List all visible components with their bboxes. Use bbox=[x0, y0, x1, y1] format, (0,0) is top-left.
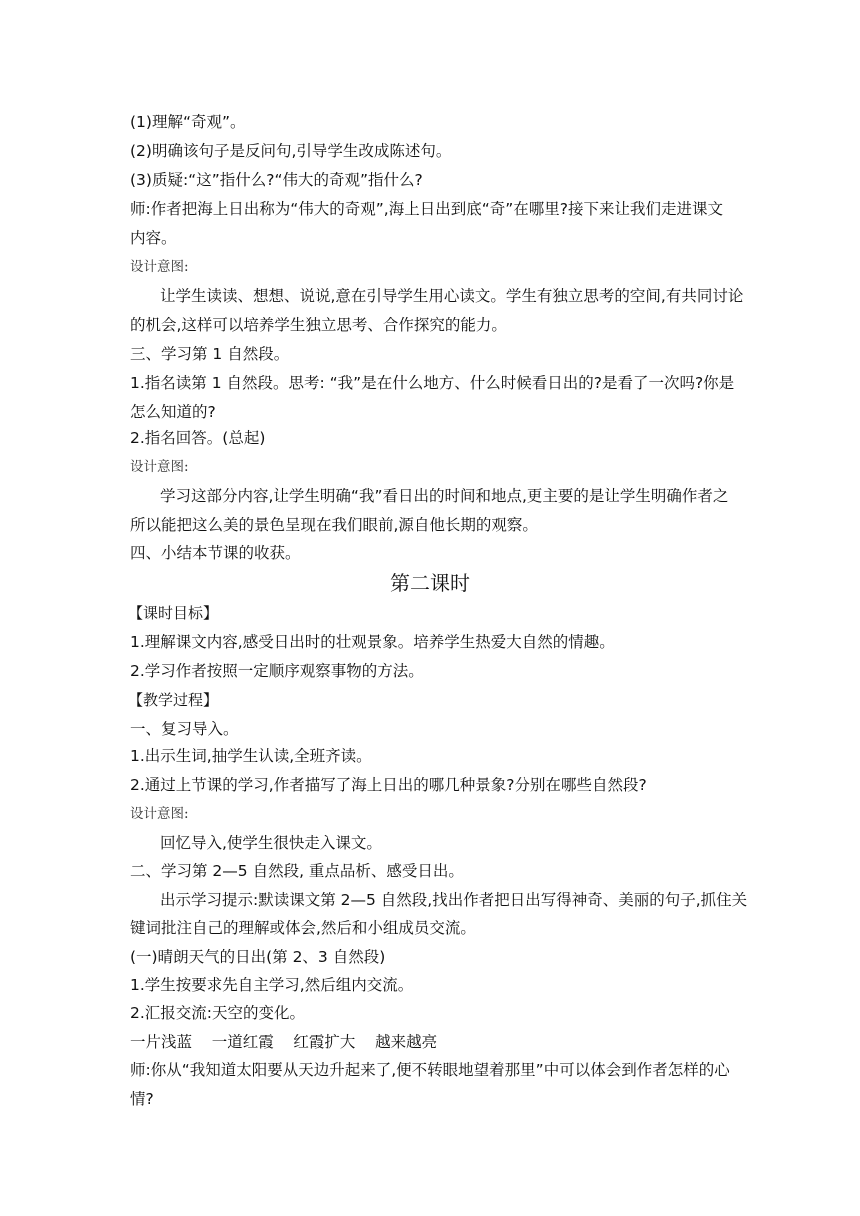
section-heading: 二、学习第 2—5 自然段, 重点品析、感受日出。 bbox=[130, 862, 464, 880]
text-line: 师:你从“我知道太阳要从天边升起来了,便不转眼地望着那里”中可以体会到作者怎样的心 bbox=[130, 1061, 730, 1079]
text-line: (3)质疑:“这”指什么?“伟大的奇观”指什么? bbox=[130, 171, 423, 189]
bracket-heading: 【课时目标】 bbox=[128, 604, 219, 622]
text-line: 学习这部分内容,让学生明确“我”看日出的时间和地点,更主要的是让学生明确作者之 bbox=[160, 487, 729, 505]
design-intent-label: 设计意图: bbox=[130, 806, 189, 822]
text-line: (2)明确该句子是反问句,引导学生改成陈述句。 bbox=[130, 142, 452, 160]
text-line: 一片浅蓝 一道红霞 红霞扩大 越来越亮 bbox=[130, 1033, 438, 1051]
text-line: (1)理解“奇观”。 bbox=[130, 113, 246, 131]
text-line: 2.指名回答。(总起) bbox=[130, 429, 266, 447]
section-heading: 三、学习第 1 自然段。 bbox=[130, 345, 290, 363]
text-line: 的机会,这样可以培养学生独立思考、合作探究的能力。 bbox=[130, 316, 507, 334]
text-line: 怎么知道的? bbox=[130, 403, 216, 421]
text-line: 内容。 bbox=[130, 229, 177, 247]
text-line: 2.学习作者按照一定顺序观察事物的方法。 bbox=[130, 662, 424, 680]
text-line: 所以能把这么美的景色呈现在我们眼前,源自他长期的观察。 bbox=[130, 516, 538, 534]
text-line: 1.理解课文内容,感受日出时的壮观景象。培养学生热爱大自然的情趣。 bbox=[130, 633, 615, 651]
text-line: 1.学生按要求先自主学习,然后组内交流。 bbox=[130, 976, 414, 994]
text-line: 1.指名读第 1 自然段。思考: “我”是在什么地方、什么时候看日出的?是看了一次吗?你是 bbox=[130, 374, 735, 392]
section-heading: 一、复习导入。 bbox=[130, 720, 239, 738]
text-line: 键词批注自己的理解或体会,然后和小组成员交流。 bbox=[130, 919, 476, 937]
text-line: 师:作者把海上日出称为“伟大的奇观”,海上日出到底“奇”在哪里?接下来让我们走进课文 bbox=[130, 200, 723, 218]
text-line: 情? bbox=[130, 1090, 154, 1108]
bracket-heading: 【教学过程】 bbox=[128, 691, 219, 709]
text-line: 让学生读读、想想、说说,意在引导学生用心读文。学生有独立思考的空间,有共同讨论 bbox=[160, 287, 744, 305]
design-intent-label: 设计意图: bbox=[130, 259, 189, 275]
text-line: 出示学习提示:默读课文第 2—5 自然段,找出作者把日出写得神奇、美丽的句子,抓住关 bbox=[160, 891, 748, 909]
lesson-title: 第二课时 bbox=[390, 571, 470, 595]
text-line: 1.出示生词,抽学生认读,全班齐读。 bbox=[130, 747, 372, 765]
section-heading: 四、小结本节课的收获。 bbox=[130, 544, 301, 562]
text-line: 2.汇报交流:天空的变化。 bbox=[130, 1004, 306, 1022]
subsection-heading: (一)晴朗天气的日出(第 2、3 自然段) bbox=[130, 948, 386, 966]
text-line: 回忆导入,使学生很快走入课文。 bbox=[160, 834, 382, 852]
text-line: 2.通过上节课的学习,作者描写了海上日出的哪几种景象?分别在哪些自然段? bbox=[130, 776, 647, 794]
design-intent-label: 设计意图: bbox=[130, 459, 189, 475]
